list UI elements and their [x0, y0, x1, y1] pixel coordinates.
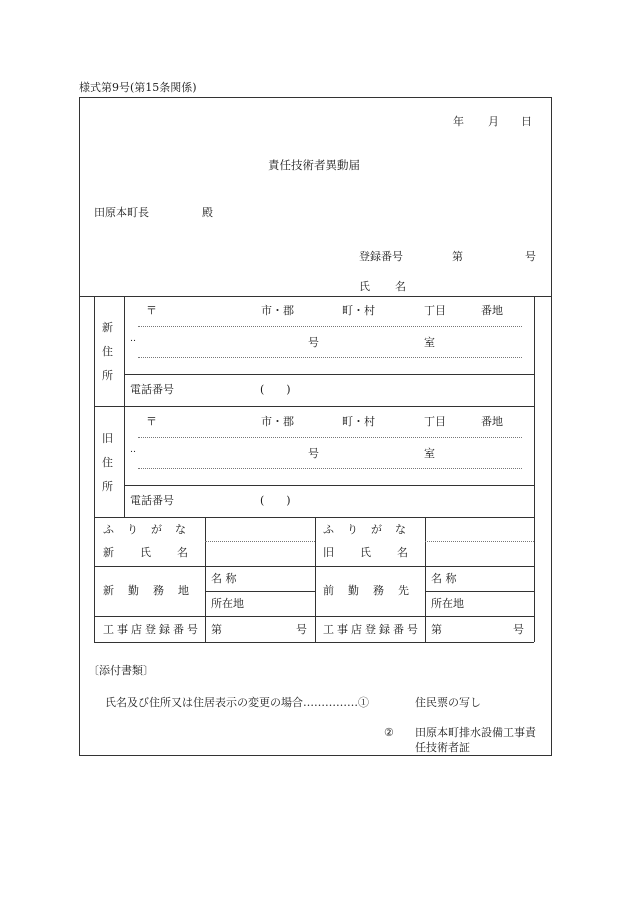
new-furigana-dotted-line: [205, 541, 315, 542]
table-inner-right-line: [534, 296, 535, 517]
lower-grid-col-2: [315, 517, 316, 642]
lower-grid-col-1: [205, 517, 206, 642]
attachment-item-1: 住民票の写し: [415, 696, 481, 709]
new-address-side-char-3: 所: [102, 369, 113, 382]
old-banchi-label: 番地: [481, 415, 503, 428]
contractor-top-line: [94, 616, 534, 617]
old-address-mark: ‥: [130, 445, 137, 455]
new-postal-mark: 〒: [146, 304, 157, 317]
workplace-top-line: [94, 566, 534, 567]
new-town-label: 町・村: [342, 304, 375, 317]
new-room-label: 室: [424, 336, 435, 349]
applicant-name-mei: 名: [395, 280, 406, 293]
form-number-label: 様式第9号(第15条関係): [79, 81, 197, 94]
new-address-side-char-2: 住: [102, 345, 113, 358]
new-address-mark: ‥: [130, 334, 137, 344]
old-postal-mark: 〒: [146, 415, 157, 428]
new-city-label: 市・郡: [261, 304, 294, 317]
lower-grid-right-line: [534, 517, 535, 642]
old-name-label: 旧氏名: [323, 546, 434, 559]
attachment-item-2-line-2: 任技術者証: [415, 741, 470, 754]
new-contractor-dai: 第: [211, 623, 222, 636]
old-contractor-dai: 第: [431, 623, 442, 636]
new-go-label: 号: [308, 336, 319, 349]
old-address-side-char-3: 所: [102, 480, 113, 493]
registration-go: 号: [525, 250, 536, 263]
old-phone-label: 電話番号: [130, 494, 174, 507]
old-workplace-mid-line: [425, 591, 534, 592]
old-address-side-char-2: 住: [102, 456, 113, 469]
new-workplace-name-label: 名 称: [211, 572, 237, 585]
lower-grid-left-line: [94, 517, 95, 642]
new-workplace-location-label: 所在地: [211, 597, 244, 610]
old-city-label: 市・郡: [261, 415, 294, 428]
attachments-condition: 氏名及び住所又は住居表示の変更の場合……………①: [105, 696, 369, 709]
old-chome-label: 丁目: [424, 415, 446, 428]
old-phone-paren: ( ): [260, 494, 291, 507]
new-phone-top-line: [124, 374, 534, 375]
new-workplace-label: 新勤務地: [103, 584, 203, 597]
new-address-dotted-line-1: [138, 326, 522, 327]
old-contractor-label: 工事店登録番号: [323, 623, 421, 636]
addressee-honorific: 殿: [202, 206, 213, 219]
new-contractor-label: 工事店登録番号: [103, 623, 201, 636]
date-day-label: 日: [521, 115, 532, 128]
new-furigana-label: ふりがな: [103, 523, 199, 536]
old-workplace-name-label: 名 称: [431, 572, 457, 585]
old-workplace-location-label: 所在地: [431, 597, 464, 610]
old-workplace-label: 前勤務先: [323, 584, 423, 597]
date-month-label: 月: [488, 115, 499, 128]
new-contractor-go: 号: [296, 623, 307, 636]
contractor-bottom-line: [94, 642, 534, 643]
addressee-name: 田原本町長: [94, 206, 149, 219]
attachment-item-2-number: ②: [384, 726, 394, 739]
new-phone-paren: ( ): [260, 383, 291, 396]
new-address-dotted-line-2: [138, 357, 522, 358]
form-title: 責任技術者異動届: [268, 158, 360, 172]
new-address-side-char-1: 新: [102, 321, 113, 334]
old-room-label: 室: [424, 447, 435, 460]
old-address-dotted-line-1: [138, 437, 522, 438]
old-contractor-go: 号: [513, 623, 524, 636]
old-town-label: 町・村: [342, 415, 375, 428]
registration-label: 登録番号: [359, 250, 403, 263]
old-furigana-label: ふりがな: [323, 523, 419, 536]
table-top-line: [79, 296, 552, 297]
new-chome-label: 丁目: [424, 304, 446, 317]
new-name-label: 新氏名: [103, 546, 214, 559]
old-go-label: 号: [308, 447, 319, 460]
new-phone-label: 電話番号: [130, 383, 174, 396]
names-top-line: [94, 517, 534, 518]
attachment-item-2-line-1: 田原本町排水設備工事責: [415, 726, 536, 739]
date-year-label: 年: [453, 115, 464, 128]
lower-grid-col-3: [425, 517, 426, 642]
new-banchi-label: 番地: [481, 304, 503, 317]
applicant-name-shi: 氏: [359, 280, 370, 293]
old-furigana-dotted-line: [425, 541, 534, 542]
new-workplace-mid-line: [205, 591, 315, 592]
registration-dai: 第: [452, 250, 463, 263]
attachments-heading: 〔添付書類〕: [88, 664, 154, 677]
new-old-divider: [94, 406, 534, 407]
old-phone-top-line: [124, 485, 534, 486]
old-address-side-char-1: 旧: [102, 432, 113, 445]
old-address-dotted-line-2: [138, 468, 522, 469]
